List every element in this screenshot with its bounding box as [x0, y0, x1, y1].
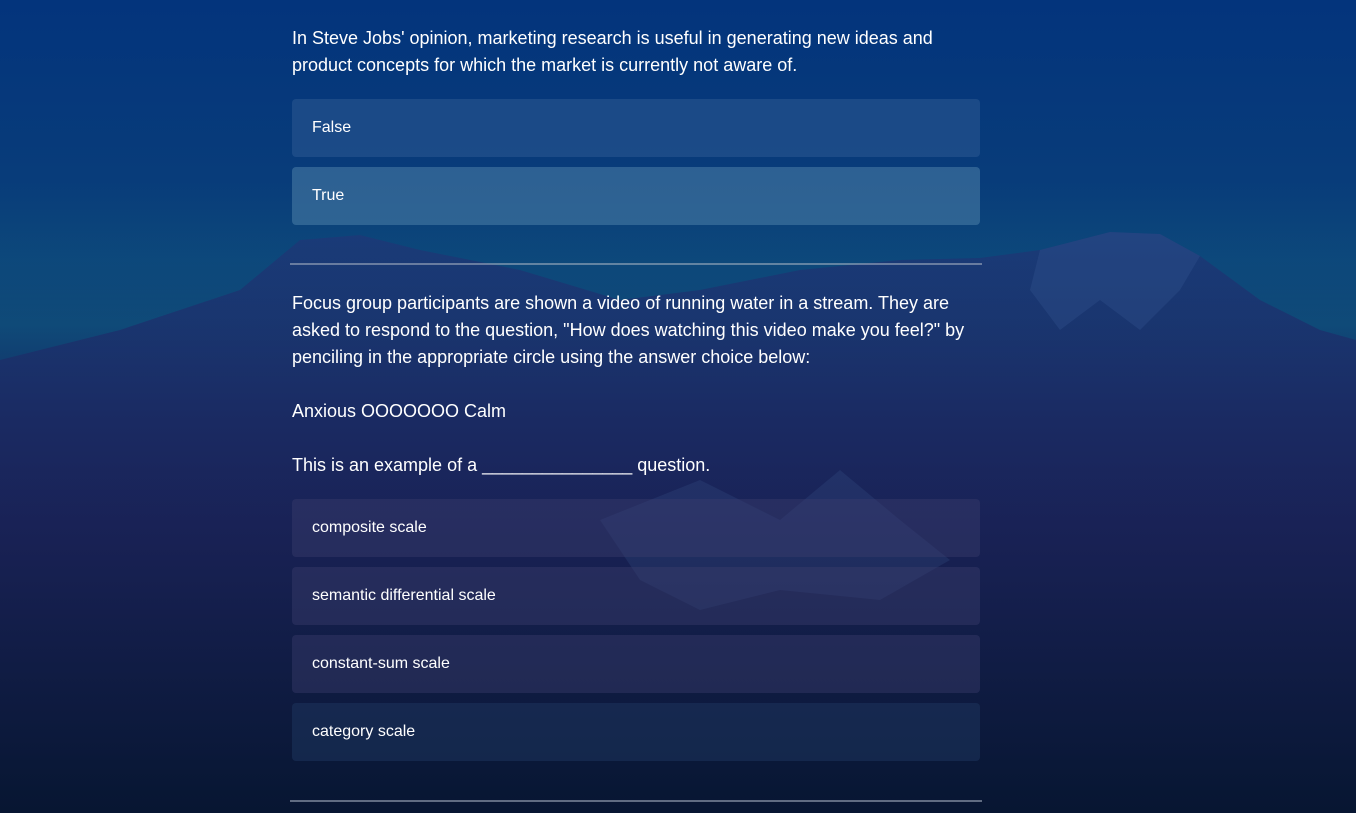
question-2	[292, 290, 980, 771]
question-1	[292, 25, 980, 225]
question-2-prompt: This is an example of a _______________ question.	[292, 455, 711, 475]
answer-option-composite-scale[interactable]: composite scale	[292, 499, 980, 557]
question-2-text: Focus group participants are shown a video of running water in a stream. They are asked to respond to the question, "How does watching this video make you feel?" by penciling in the appropriate circle using the answer choice below:	[292, 293, 965, 367]
quiz-content	[292, 0, 980, 740]
answer-option-false[interactable]: False	[292, 99, 980, 157]
answer-option-constant-sum-scale[interactable]: constant-sum scale	[292, 635, 980, 693]
question-2-choices	[292, 499, 980, 761]
answer-option-semantic-differential-scale[interactable]: semantic differential scale	[292, 567, 980, 625]
question-1-choices	[292, 99, 980, 225]
question-1-text: In Steve Jobs' opinion, marketing research is useful in generating new ideas and product concepts for which the market is currently not aware of.	[292, 28, 933, 75]
answer-option-category-scale[interactable]: category scale	[292, 703, 980, 761]
question-divider	[290, 263, 982, 265]
question-2-scale-example: Anxious OOOOOOO Calm	[292, 401, 507, 421]
answer-option-true[interactable]: True	[292, 167, 980, 225]
question-divider	[290, 800, 982, 802]
